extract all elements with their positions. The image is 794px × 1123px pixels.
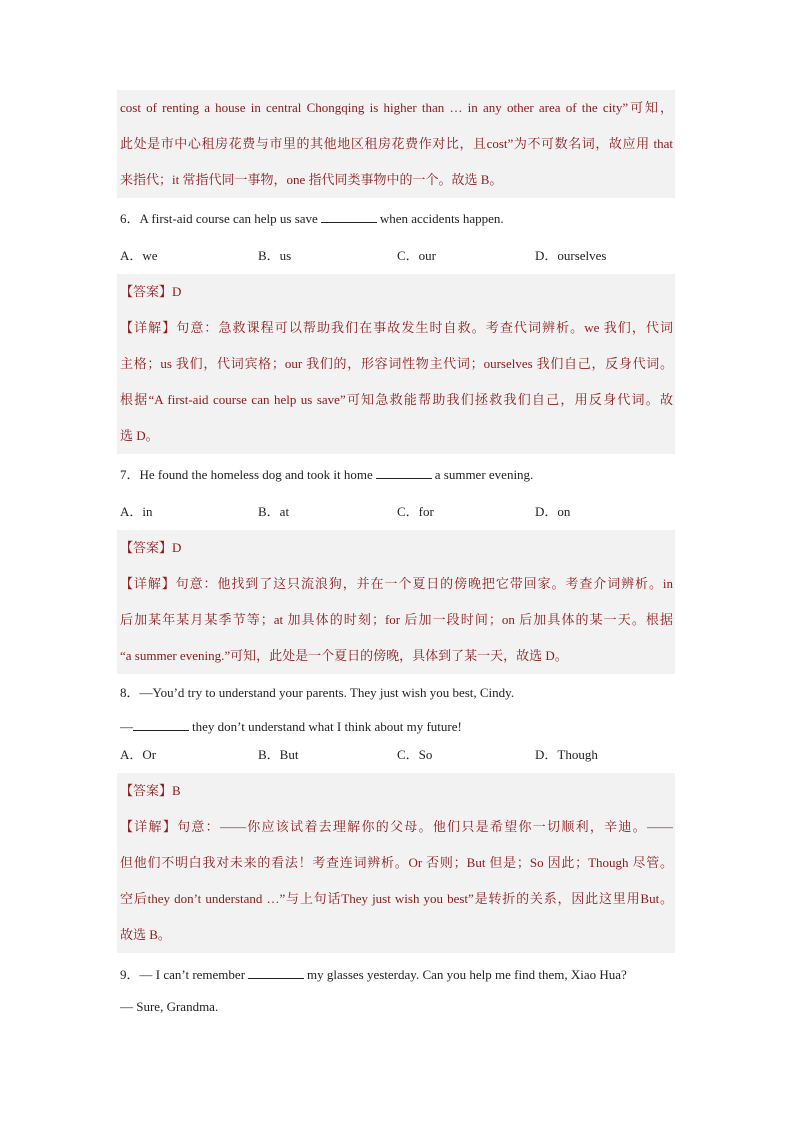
answer-blank: [321, 210, 377, 223]
option-c: C．our: [397, 248, 437, 263]
answer-blank: [376, 466, 432, 479]
option-d: D．ourselves: [535, 248, 607, 263]
detail-line: 但他们不明白我对未来的看法！考查连词辨析。Or 否则；But 但是；So 因此；Though 尽管。: [120, 855, 673, 870]
detail-line: “a summer evening.”可知，此处是一个夏日的傍晚，具体到了某一天，故选 D。: [120, 648, 568, 663]
detail-line: 此处是市中心租房花费与市里的其他地区租房花费作对比，且cost”为不可数名词，故应用 that: [120, 136, 673, 151]
option-b: B．us: [258, 248, 292, 263]
option-b: B．at: [258, 504, 290, 519]
detail-line: 【详解】句意：——你应该试着去理解你的父母。他们只是希望你一切顺利，辛迪。——: [120, 819, 673, 834]
question-9-reply: — Sure, Grandma.: [120, 999, 219, 1014]
detail-line: 空后they don’t understand …”与上句话They just wish you best”是转折的关系，因此这里用But。: [120, 891, 673, 906]
option-c: C．for: [397, 504, 434, 519]
detail-line: cost of renting a house in central Chongqing is higher than … in any other area of the city”可知，: [120, 100, 673, 115]
detail-line: 选 D。: [120, 428, 159, 443]
detail-line: 根据“A first-aid course can help us save”可知急救能帮助我们拯救我们自己，用反身代词。故: [120, 392, 673, 407]
detail-line: 主格；us 我们，代词宾格；our 我们的，形容词性物主代词；ourselves 我们自己，反身代词。: [120, 356, 673, 371]
option-a: A．we: [120, 248, 158, 263]
question-7-stem: 7．He found the homeless dog and took it home a summer evening.: [120, 467, 534, 482]
detail-line: 故选 B。: [120, 927, 171, 942]
question-9-stem: 9．— I can’t remember my glasses yesterday. Can you help me find them, Xiao Hua?: [120, 967, 627, 982]
answer-line: 【答案】D: [120, 540, 182, 555]
detail-line: 【详解】句意：急救课程可以帮助我们在事故发生时自救。考查代词辨析。we 我们，代词: [120, 320, 673, 335]
question-8-stem-line1: 8．—You’d try to understand your parents. They just wish you best, Cindy.: [120, 685, 515, 700]
option-d: D．on: [535, 504, 571, 519]
answer-blank: [248, 966, 304, 979]
previous-answer-continuation: [117, 90, 675, 198]
answer-line: 【答案】D: [120, 284, 182, 299]
option-d: D．Though: [535, 747, 598, 762]
option-b: B．But: [258, 747, 299, 762]
question-8-stem-line2: — they don’t understand what I think about my future!: [120, 719, 462, 734]
option-a: A．Or: [120, 747, 157, 762]
detail-line: 【详解】句意：他找到了这只流浪狗，并在一个夏日的傍晚把它带回家。考查介词辨析。in: [120, 576, 673, 591]
question-6-answer: [117, 274, 675, 454]
option-c: C．So: [397, 747, 433, 762]
question-7-answer: [117, 530, 675, 674]
answer-blank: [133, 718, 189, 731]
detail-line: 后加某年某月某季节等；at 加具体的时刻；for 后加一段时间；on 后加具体的某一天。根据: [120, 612, 673, 627]
detail-line: 来指代；it 常指代同一事物，one 指代同类事物中的一个。故选 B。: [120, 172, 503, 187]
answer-line: 【答案】B: [120, 783, 181, 798]
question-6-stem: 6．A first-aid course can help us save when accidents happen.: [120, 211, 504, 226]
question-8-answer: [117, 773, 675, 953]
option-a: A．in: [120, 504, 153, 519]
